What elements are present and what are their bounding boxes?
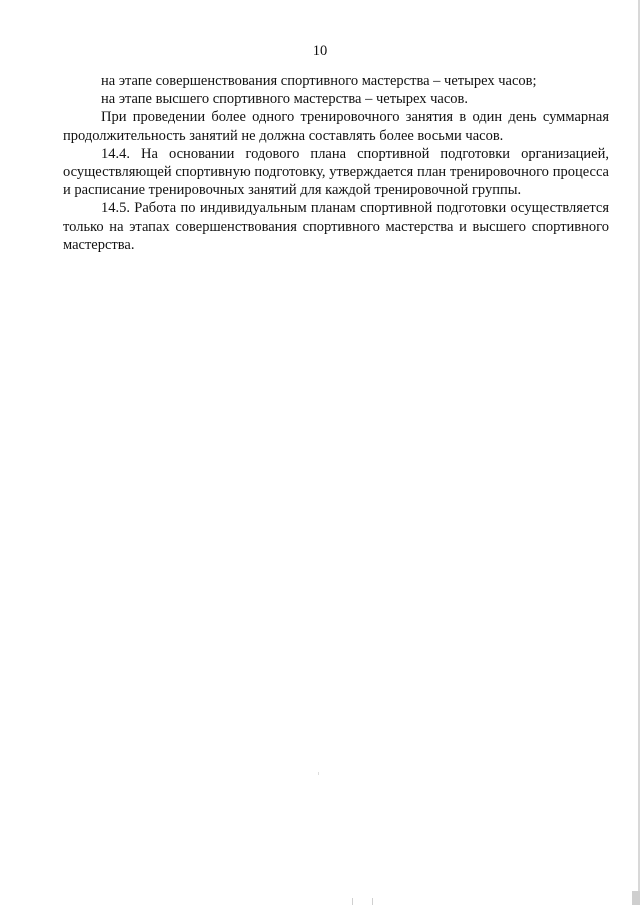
scan-corner-mark bbox=[632, 891, 640, 905]
paragraph-14-5: 14.5. Работа по индивидуальным планам спортивной подготовки осуществляется только на этапах совершенствования спортивного мастерства и высшего спортивного мастерства. bbox=[63, 200, 609, 253]
scan-bottom-tick bbox=[372, 898, 373, 905]
paragraph-stage-improvement: на этапе совершенствования спортивного мастерства – четырех часов; bbox=[101, 73, 537, 89]
scan-bottom-tick bbox=[352, 898, 353, 905]
paragraph-daily-limit: При проведении более одного тренировочного занятия в один день суммарная продолжительность занятий не должна составлять более восьми часов. bbox=[63, 109, 609, 144]
page-number: 10 bbox=[312, 43, 328, 59]
scan-dust-mark bbox=[318, 772, 319, 775]
document-body bbox=[63, 72, 609, 254]
paragraph-stage-higher-mastery: на этапе высшего спортивного мастерства – четырех часов. bbox=[101, 91, 469, 108]
paragraph-14-4: 14.4. На основании годового плана спортивной подготовки организацией, осуществляющей спортивную подготовку, утверждается план тренировочного процесса и расписание тренировочных занятий для каждой тренировочной группы. bbox=[63, 145, 609, 199]
